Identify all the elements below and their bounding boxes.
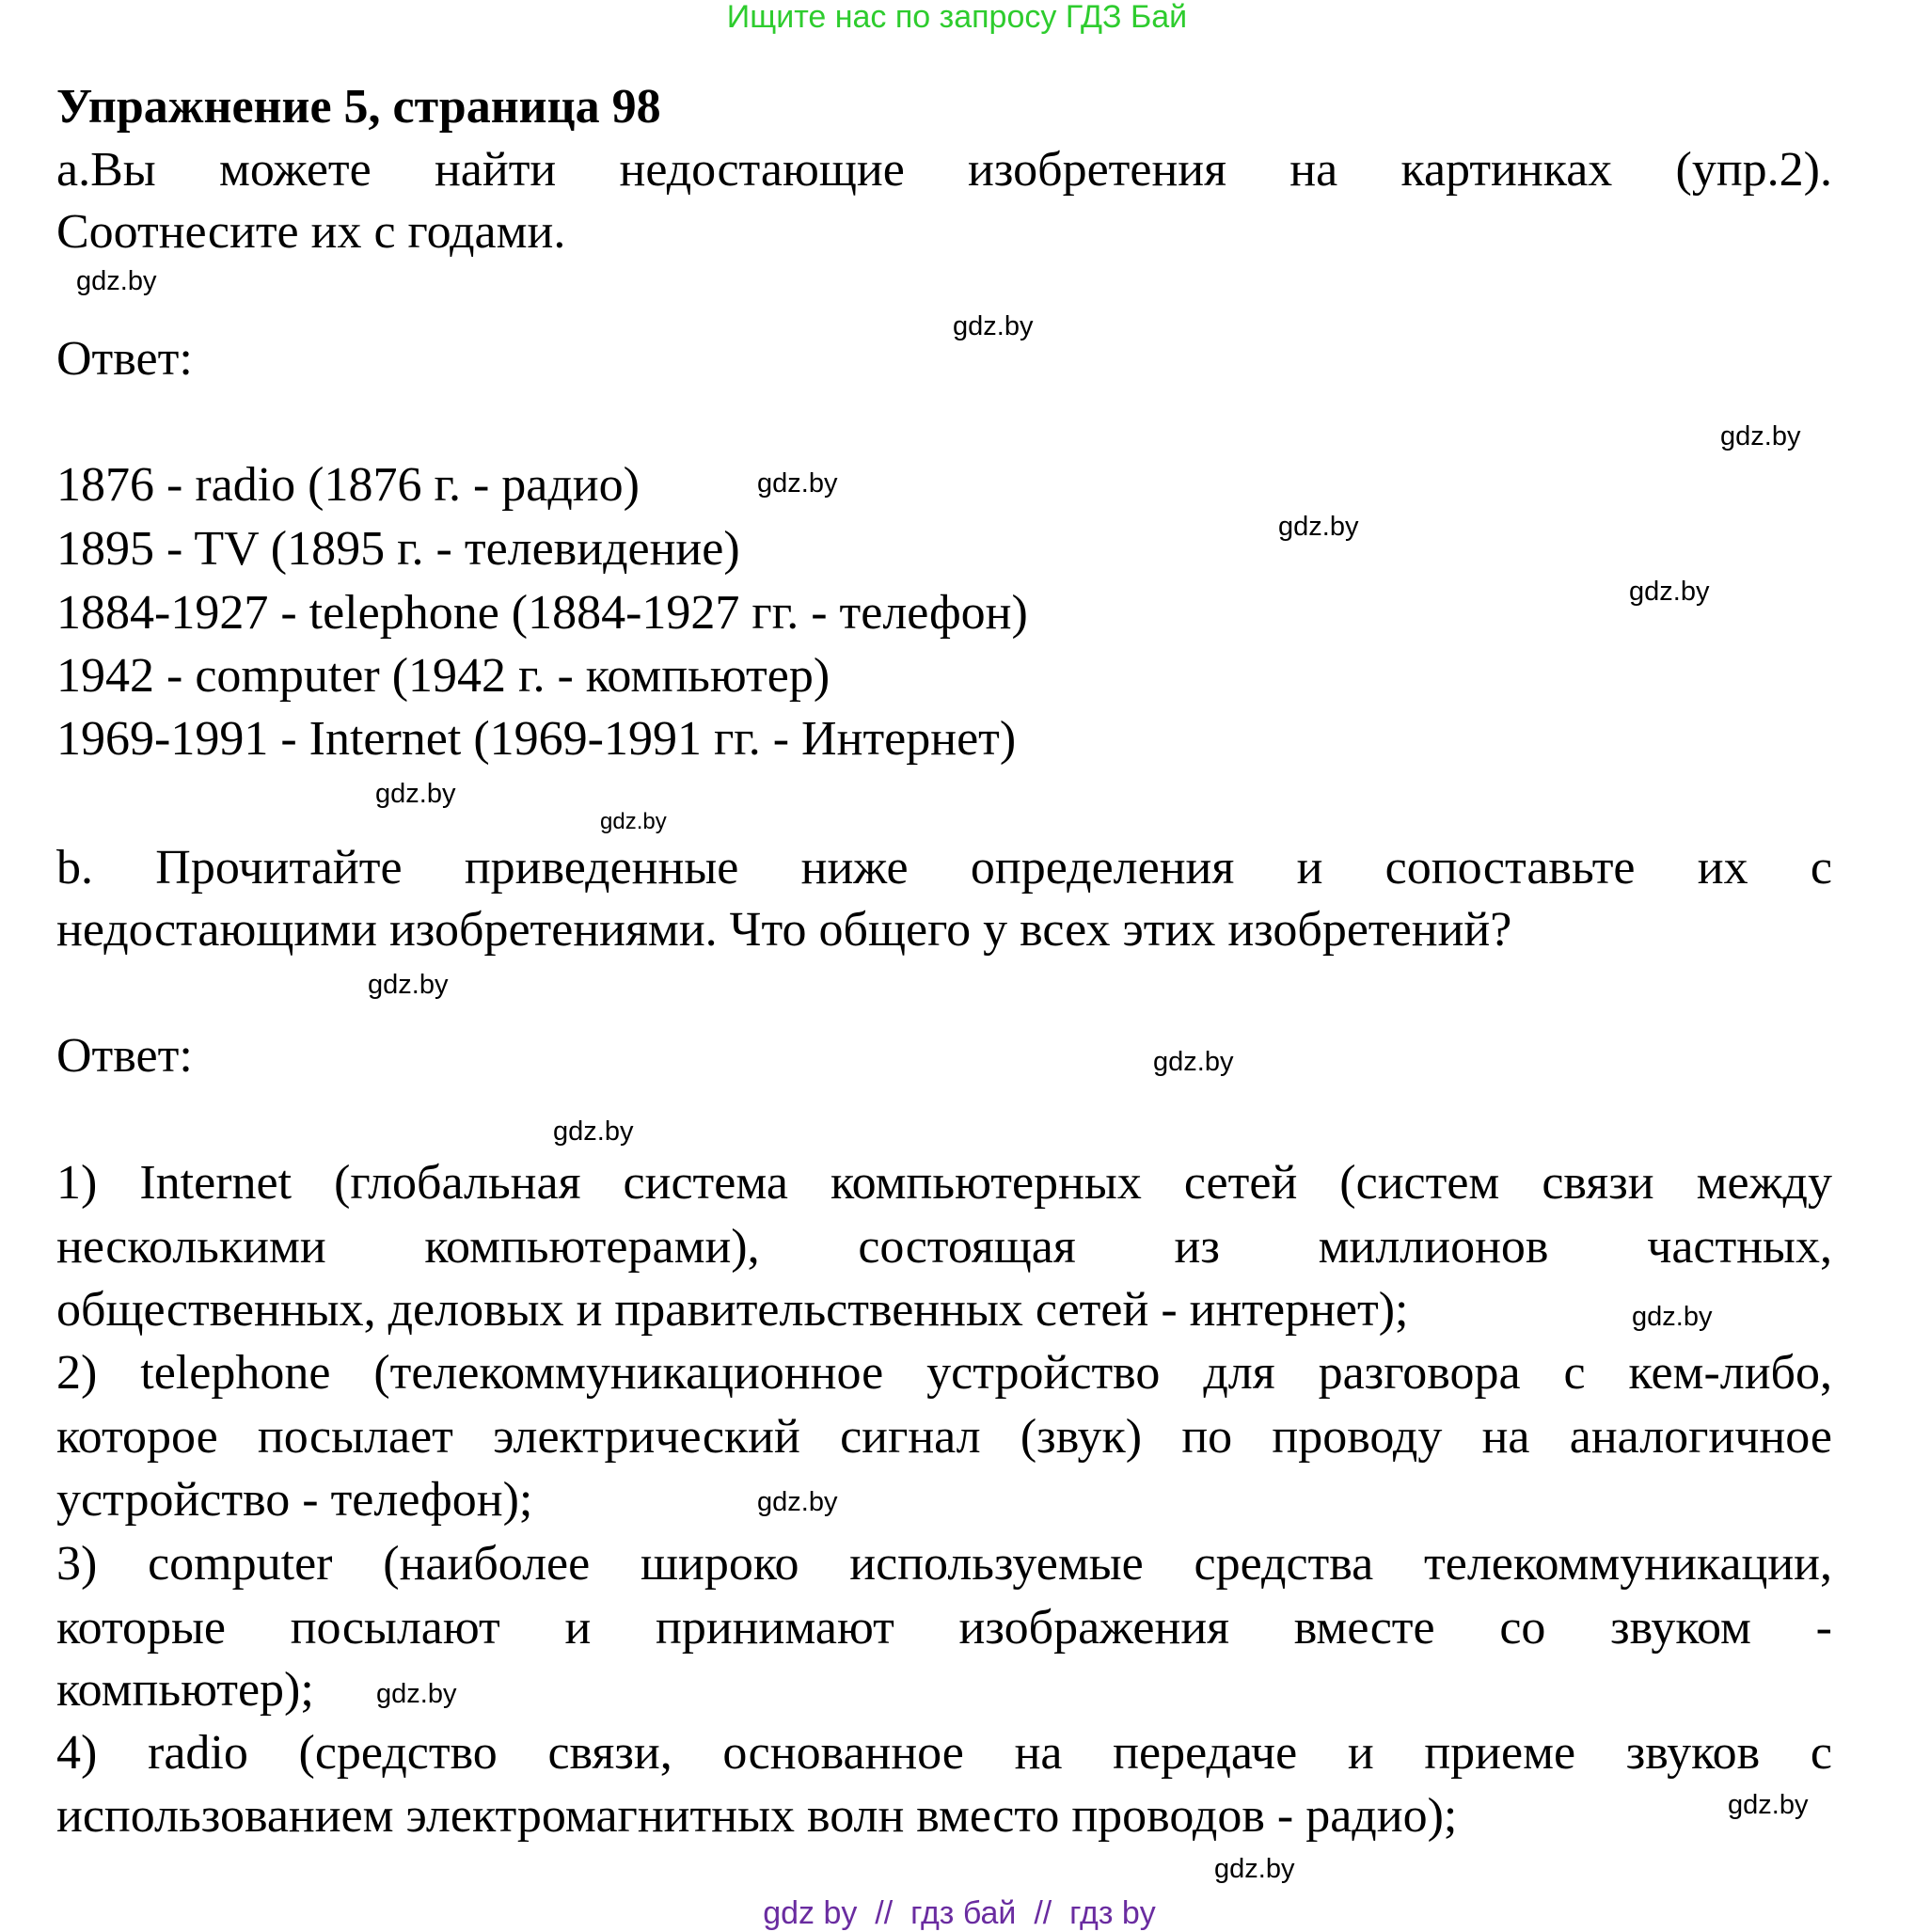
task-b-line: недостающими изобретениями. Что общего у всех этих изобретений? [56, 903, 1512, 957]
answer-b-line: несколькими компьютерами), состоящая из миллионов частных, [56, 1220, 1832, 1274]
watermark: gdz.by [553, 1116, 634, 1147]
search-banner: Ищите нас по запросу ГДЗ Бай [726, 0, 1188, 35]
watermark: gdz.by [76, 266, 157, 296]
answer-label: Ответ: [56, 332, 193, 386]
watermark: gdz.by [757, 468, 838, 499]
answer-b-line: 3) computer (наиболее широко используемые средства телекоммуникации, [56, 1537, 1832, 1591]
watermark: gdz.by [368, 970, 449, 1000]
answer-a-item: 1942 - computer (1942 г. - компьютер) [56, 649, 830, 703]
answer-b-line: которые посылают и принимают изображения вместе со звуком - [56, 1601, 1832, 1655]
watermark: gdz.by [1720, 421, 1801, 451]
answer-b-line: компьютер); [56, 1663, 314, 1717]
watermark: gdz.by [1153, 1047, 1234, 1077]
watermark: gdz.by [1632, 1302, 1713, 1332]
answer-b-line: использованием электромагнитных волн вместо проводов - радио); [56, 1789, 1458, 1843]
task-b-line: b. Прочитайте приведенные ниже определения и сопоставьте их с [56, 841, 1832, 895]
answer-a-item: 1884-1927 - telephone (1884-1927 гг. - телефон) [56, 586, 1028, 640]
watermark: gdz.by [1728, 1790, 1809, 1820]
answer-b-line: 2) telephone (телекоммуникационное устройство для разговора с кем-либо, [56, 1346, 1832, 1400]
watermark: gdz.by [1629, 577, 1710, 607]
answer-b-line: 1) Internet (глобальная система компьютерных сетей (систем связи между [56, 1156, 1832, 1210]
answer-b-line: 4) radio (средство связи, основанное на передаче и приеме звуков с [56, 1726, 1832, 1780]
answer-b-line: устройство - телефон); [56, 1473, 533, 1527]
watermark: gdz.by [375, 779, 456, 809]
watermark: gdz.by [1278, 512, 1359, 542]
answer-a-item: 1969-1991 - Internet (1969-1991 гг. - Интернет) [56, 712, 1017, 766]
watermark: gdz.by [953, 311, 1034, 341]
answer-b-line: общественных, деловых и правительственных сетей - интернет); [56, 1283, 1409, 1337]
answer-a-item: 1895 - TV (1895 г. - телевидение) [56, 522, 740, 576]
watermark: gdz.by [376, 1679, 457, 1709]
answer-a-item: 1876 - radio (1876 г. - радио) [56, 458, 640, 512]
watermark: gdz.by [600, 809, 667, 834]
task-a-line: а.Вы можете найти недостающие изобретения на картинках (упр.2). [56, 143, 1832, 197]
watermark: gdz.by [1214, 1854, 1295, 1884]
watermark: gdz.by [757, 1487, 838, 1517]
answer-b-line: которое посылает электрический сигнал (звук) по проводу на аналогичное [56, 1410, 1832, 1464]
footer-links: gdz by // гдз бай // гдз by [763, 1895, 1156, 1931]
page-title: Упражнение 5, страница 98 [56, 80, 661, 134]
answer-label: Ответ: [56, 1029, 193, 1083]
task-a-line: Соотнесите их с годами. [56, 205, 566, 259]
